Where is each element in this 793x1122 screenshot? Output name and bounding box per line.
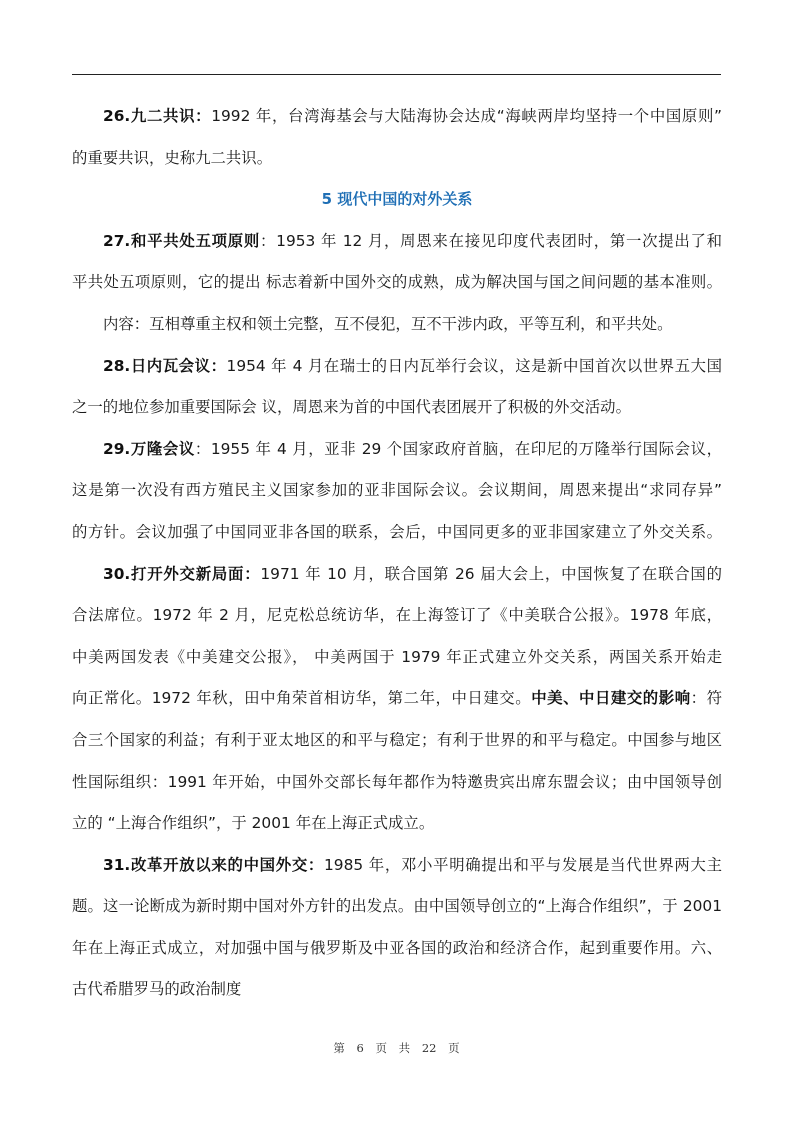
item-27-content: 内容：互相尊重主权和领土完整，互不侵犯，互不干涉内政，平等互利，和平共处。 xyxy=(103,314,673,333)
item-29-text: ：1955 年 4 月，亚非 29 个国家政府首脑，在印尼的万隆举行国际会议， xyxy=(194,439,722,458)
footer-suffix: 页 xyxy=(448,1041,460,1055)
page-footer xyxy=(0,1040,793,1056)
item-30-line-2: 合法席位。1972 年 2 月，尼克松总统访华，在上海签订了《中美联合公报》。1978 年底， xyxy=(72,606,722,625)
footer-prefix: 第 xyxy=(333,1041,345,1055)
footer-page-label: 页 xyxy=(375,1041,388,1055)
item-27-line-1 xyxy=(72,221,722,263)
current-page-number: 6 xyxy=(356,1041,364,1055)
item-28-text: 1954 年 4 月在瑞士的日内瓦举行会议，这是新中国首次以世界五大国 xyxy=(226,356,723,375)
item-30-line-5: 合三个国家的利益；有利于亚太地区的和平与稳定；有利于世界的和平与稳定。中国参与地区 xyxy=(72,730,722,749)
header-rule xyxy=(72,74,721,75)
item-27-text: ：1953 年 12 月，周恩来在接见印度代表团时，第一次提出了和 xyxy=(260,231,722,250)
item-28-line-2: 之一的地位参加重要国际会 议，周恩来为首的中国代表团展开了积极的外交活动。 xyxy=(72,398,631,417)
item-31-line-1 xyxy=(72,845,722,887)
item-30-text-4b: ：符 xyxy=(690,689,722,708)
item-27-title: 27.和平共处五项原则 xyxy=(103,231,261,250)
item-26-title: 26.九二共识： xyxy=(103,107,212,125)
item-29-title: 29.万隆会议 xyxy=(103,439,195,458)
item-30-line-1 xyxy=(72,554,722,596)
document-body xyxy=(72,96,722,1011)
item-31-line-2: 题。这一论断成为新时期中国对外方针的出发点。由中国领导创立的“上海合作组织”，于 2001 xyxy=(72,897,722,916)
section-heading: 5 现代中国的对外关系 xyxy=(321,190,473,209)
item-26-text: 1992 年，台湾海基会与大陆海协会达成“海峡两岸均坚持一个中国原则” xyxy=(211,107,723,125)
item-29-line-2: 这是第一次没有西方殖民主义国家参加的亚非国际会议。会议期间，周恩来提出“求同存异” xyxy=(72,481,722,500)
total-pages-number: 22 xyxy=(421,1041,437,1055)
item-31-line-3: 年在上海正式成立，对加强中国与俄罗斯及中亚各国的政治和经济合作，起到重要作用。六、 xyxy=(72,938,722,957)
item-28-line-1 xyxy=(72,346,722,388)
item-30-line-3: 中美两国发表《中美建交公报》， 中美两国于 1979 年正式建立外交关系，两国关系开始走 xyxy=(72,647,722,666)
item-28-title: 28.日内瓦会议： xyxy=(103,356,227,375)
item-26-line-2: 的重要共识，史称九二共识。 xyxy=(72,148,273,167)
item-31-title: 31.改革开放以来的中国外交： xyxy=(103,855,325,874)
item-29-line-1 xyxy=(72,429,722,471)
item-31-line-4: 古代希腊罗马的政治制度 xyxy=(72,980,242,999)
footer-total-label: 共 xyxy=(398,1041,411,1055)
item-30-line-6: 性国际组织：1991 年开始，中国外交部长每年都作为特邀贵宾出席东盟会议；由中国领导创 xyxy=(72,772,722,791)
item-26-line-1 xyxy=(72,96,722,138)
item-31-text: 1985 年，邓小平明确提出和平与发展是当代世界两大主 xyxy=(324,855,723,874)
item-30-title: 30.打开外交新局面： xyxy=(103,564,261,583)
item-30-text: 1971 年 10 月，联合国第 26 届大会上，中国恢复了在联合国的 xyxy=(260,564,722,583)
item-27-line-2: 平共处五项原则，它的提出 标志着新中国外交的成熟，成为解决国与国之间问题的基本准则。 xyxy=(72,273,722,292)
item-29-line-3: 的方针。会议加强了中国同亚非各国的联系，会后，中国同更多的亚非国家建立了外交关系。 xyxy=(72,522,722,541)
item-30-line-4 xyxy=(72,678,722,720)
item-30-line-7: 立的 “上海合作组织”，于 2001 年在上海正式成立。 xyxy=(72,814,435,833)
item-30-impact-title: 中美、中日建交的影响 xyxy=(531,689,691,708)
item-30-text-4a: 向正常化。1972 年秋，田中角荣首相访华，第二年，中日建交。 xyxy=(72,689,532,708)
